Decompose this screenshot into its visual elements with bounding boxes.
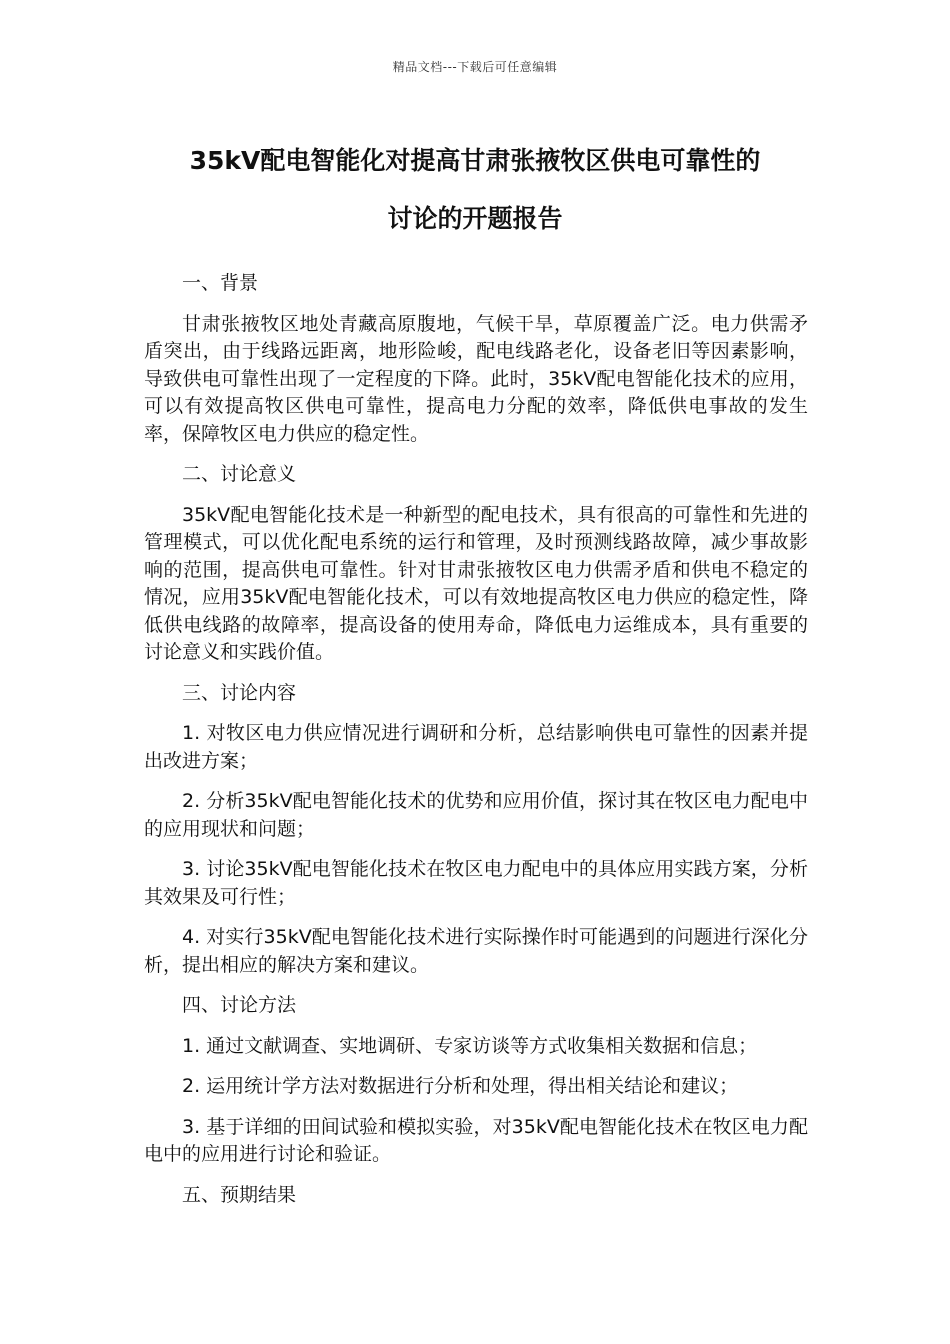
content-item-3: 3. 讨论35kV配电智能化技术在牧区电力配电中的具体应用实践方案，分析其效果及可行性； (144, 858, 808, 908)
section-heading-significance: 二、讨论意义 (182, 463, 297, 485)
paragraph-significance: 35kV配电智能化技术是一种新型的配电技术，具有很高的可靠性和先进的管理模式，可以优化配电系统的运行和管理，及时预测线路故障，减少事故影响的范围，提高供电可靠性。针对甘肃张掖牧区电力供需矛盾和供电不稳定的情况，应用35kV配电智能化技术，可以有效地提高牧区电力供应的稳定性，降低供电线路的故障率，提高设备的使用寿命，降低电力运维成本，具有重要的讨论意义和实践价值。 (144, 503, 808, 663)
header-note: 精品文档---下载后可任意编辑 (392, 60, 558, 74)
method-item-3: 3. 基于详细的田间试验和模拟实验，对35kV配电智能化技术在牧区电力配电中的应用进行讨论和验证。 (144, 1115, 808, 1165)
document-title (120, 132, 830, 248)
content-item-1: 1. 对牧区电力供应情况进行调研和分析，总结影响供电可靠性的因素并提出改进方案； (144, 722, 808, 772)
section-heading-results: 五、预期结果 (182, 1183, 297, 1206)
content-item-2: 2. 分析35kV配电智能化技术的优势和应用价值，探讨其在牧区电力配电中的应用现状和问题； (144, 790, 808, 840)
paragraph-background: 甘肃张掖牧区地处青藏高原腹地，气候干旱，草原覆盖广泛。电力供需矛盾突出，由于线路远距离，地形险峻，配电线路老化，设备老旧等因素影响，导致供电可靠性出现了一定程度的下降。此时，35kV配电智能化技术的应用，可以有效提高牧区供电可靠性，提高电力分配的效率，降低供电事故的发生率，保障牧区电力供应的稳定性。 (144, 312, 808, 445)
method-item-1: 1. 通过文献调查、实地调研、专家访谈等方式收集相关数据和信息； (182, 1034, 758, 1057)
title-line-2: 讨论的开题报告 (387, 204, 563, 233)
method-item-2: 2. 运用统计学方法对数据进行分析和处理，得出相关结论和建议； (182, 1075, 739, 1097)
section-heading-content: 三、讨论内容 (182, 681, 297, 704)
document-body (144, 270, 808, 1209)
section-heading-background: 一、背景 (182, 272, 259, 294)
section-heading-method: 四、讨论方法 (182, 994, 297, 1016)
content-item-4: 4. 对实行35kV配电智能化技术进行实际操作时可能遇到的问题进行深化分析，提出相应的解决方案和建议。 (144, 926, 808, 976)
title-line-1: 35kV配电智能化对提高甘肃张掖牧区供电可靠性的 (189, 146, 761, 175)
